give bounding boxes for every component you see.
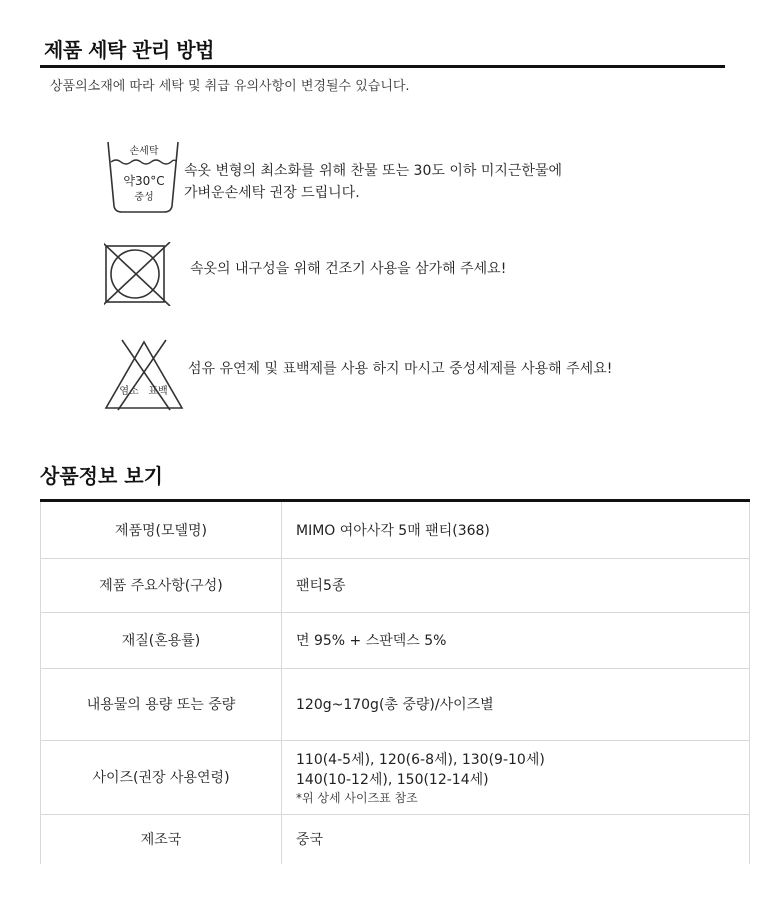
product-info-table [40,502,750,864]
table-row [41,612,750,668]
care-item-hand-wash [104,140,664,220]
row-value-product-name: MIMO 여아사각 5매 팬티(368) [282,502,750,558]
table-row [41,558,750,612]
care-item-no-dryer [104,242,664,306]
row-value-origin: 중국 [282,814,750,864]
size-line: 110(4-5세), 120(6-8세), 130(9-10세) [296,751,545,768]
table-row [41,814,750,864]
hand-wash-icon-temp: 약30°C [123,174,165,188]
size-note: *위 상세 사이즈표 참조 [296,790,418,805]
care-text-hand-wash [184,160,562,204]
care-text-line: 속옷 변형의 최소화를 위해 찬물 또는 30도 이하 미지근한물에 [184,163,562,179]
care-title-divider [40,65,725,68]
care-text-no-bleach: 섬유 유연제 및 표백제를 사용 하지 마시고 중성세제를 사용해 주세요! [188,361,613,377]
row-label-weight: 내용물의 용량 또는 중량 [41,668,282,740]
care-item-no-bleach [104,338,664,412]
care-text-no-dryer: 속옷의 내구성을 위해 건조기 사용을 삼가해 주세요! [190,261,507,277]
no-bleach-icon-chlorine: 염소 [119,386,139,397]
no-bleach-icon [104,338,184,412]
table-row [41,740,750,814]
care-text-line: 가벼운손세탁 권장 드립니다. [184,185,360,201]
care-section-title: 제품 세탁 관리 방법 [44,38,214,62]
row-label-product-name: 제품명(모델명) [41,502,282,558]
size-line: 140(10-12세), 150(12-14세) [296,771,489,788]
row-label-origin: 제조국 [41,814,282,864]
row-value-material: 면 95% + 스판덱스 5% [282,612,750,668]
row-value-weight: 120g~170g(총 중량)/사이즈별 [282,668,750,740]
info-section-title: 상품정보 보기 [40,464,163,488]
row-value-composition: 팬티5종 [282,558,750,612]
care-notice: 상품의소재에 따라 세탁 및 취급 유의사항이 변경될수 있습니다. [50,79,410,94]
table-row [41,668,750,740]
row-label-composition: 제품 주요사항(구성) [41,558,282,612]
hand-wash-icon-label: 손세탁 [129,146,159,157]
no-tumble-dry-icon [104,242,174,306]
row-label-size: 사이즈(권장 사용연령) [41,740,282,814]
hand-wash-30c-icon [104,140,184,220]
table-row [41,502,750,558]
row-value-size [282,740,750,814]
hand-wash-icon-detergent: 중성 [134,192,154,203]
row-label-material: 재질(혼용률) [41,612,282,668]
no-bleach-icon-bleach: 표백 [148,386,168,397]
